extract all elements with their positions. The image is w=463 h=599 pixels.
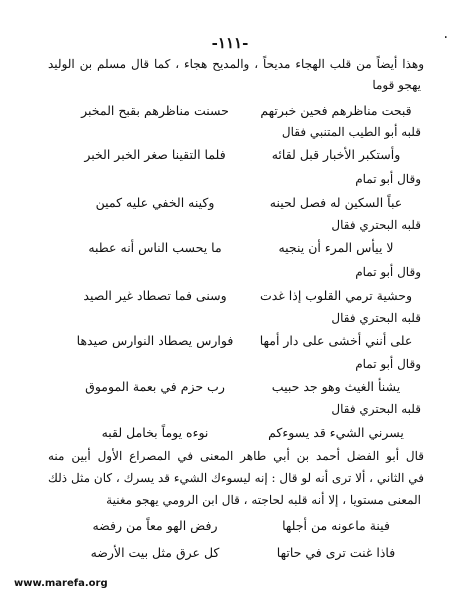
verse-9-second-hemistich: رفض الهو معاً من رفضه	[92, 518, 218, 533]
prose-line-1: قال أبو الفضل أحمد بن أبي طاهر المعنى في المصراع الأول أبين منه	[48, 449, 424, 463]
verse-10-second-hemistich: كل عرق مثل بيت الأرضه	[90, 545, 220, 560]
footer-url: www.marefa.org	[14, 578, 108, 589]
verse-7-first-hemistich: يشنأ الغيث وهو جد حبيب	[271, 379, 401, 394]
verse-4-second-hemistich: ما يحسب الناس أنه عطبه	[88, 240, 222, 255]
verse-8-second-hemistich: نوءه يوماً بخامل لقبه	[101, 425, 209, 440]
verse-7-second-hemistich: رب حزم في بعمة الموموق	[85, 379, 225, 394]
verse-2-first-hemistich: وأستكبر الأخبار قبل لقائه	[271, 147, 401, 162]
verse-1-first-hemistich: قبحت مناظرهم فحين خبرتهم	[260, 103, 412, 118]
prose-line-3: المعنى مستويا ، إلا أنه قلبه لحاجته ، قال ابن الرومي يهجو مغنية	[106, 493, 421, 507]
verse-9-first-hemistich: فينة ماعونه من أجلها	[282, 518, 390, 533]
prose-line-2: في الثاني ، ألا ترى أنه لو قال : إنه ليسوءك الشيء قد يسرك ، كان مثل ذلك	[48, 471, 424, 485]
rubric-5: قلبه البحتري فقال	[331, 311, 421, 325]
verse-3-second-hemistich: وكينه الخفي عليه كمين	[95, 195, 215, 210]
verse-10-first-hemistich: فاذا غنت ترى في حاتها	[276, 545, 396, 560]
intro-line-2: يهجو قوما	[372, 78, 421, 92]
rubric-3: قلبه البحتري فقال	[331, 218, 421, 232]
rubric-2: وقال أبو تمام	[355, 172, 421, 186]
intro-line-1: وهذا أيضاً من قلب الهجاء مديحاً ، والمديح هجاء ، كما قال مسلم بن الوليد	[48, 57, 424, 71]
verse-5-second-hemistich: وسنى فما تصطاد غير الصيد	[83, 288, 227, 303]
verse-5-first-hemistich: وحشية ترمي القلوب إذا غدت	[259, 288, 413, 303]
verse-6-second-hemistich: فوارس يصطاد النوارس صيدها	[76, 333, 234, 348]
verse-2-second-hemistich: فلما التقينا صغر الخبر الخبر	[84, 147, 226, 162]
verse-3-first-hemistich: عباً السكين له فصل لحينه	[269, 195, 403, 210]
page-number: -١١١-	[211, 34, 249, 52]
rubric-4: وقال أبو تمام	[355, 265, 421, 279]
verse-6-first-hemistich: على أنني أخشى على دار أمها	[259, 333, 413, 348]
verse-4-first-hemistich: لا ييأس المرء أن ينجيه	[278, 240, 394, 255]
rubric-1: قلبه أبو الطيب المتنبي فقال	[281, 125, 421, 139]
rubric-6: وقال أبو تمام	[355, 357, 421, 371]
verse-8-first-hemistich: يسرني الشيء قد يسوءكم	[268, 425, 404, 440]
rubric-7: قلبه البحتري فقال	[331, 402, 421, 416]
verse-1-second-hemistich: حسنت مناظرهم بقبح المخبر	[81, 103, 229, 118]
header-mark: ٠	[442, 29, 450, 45]
